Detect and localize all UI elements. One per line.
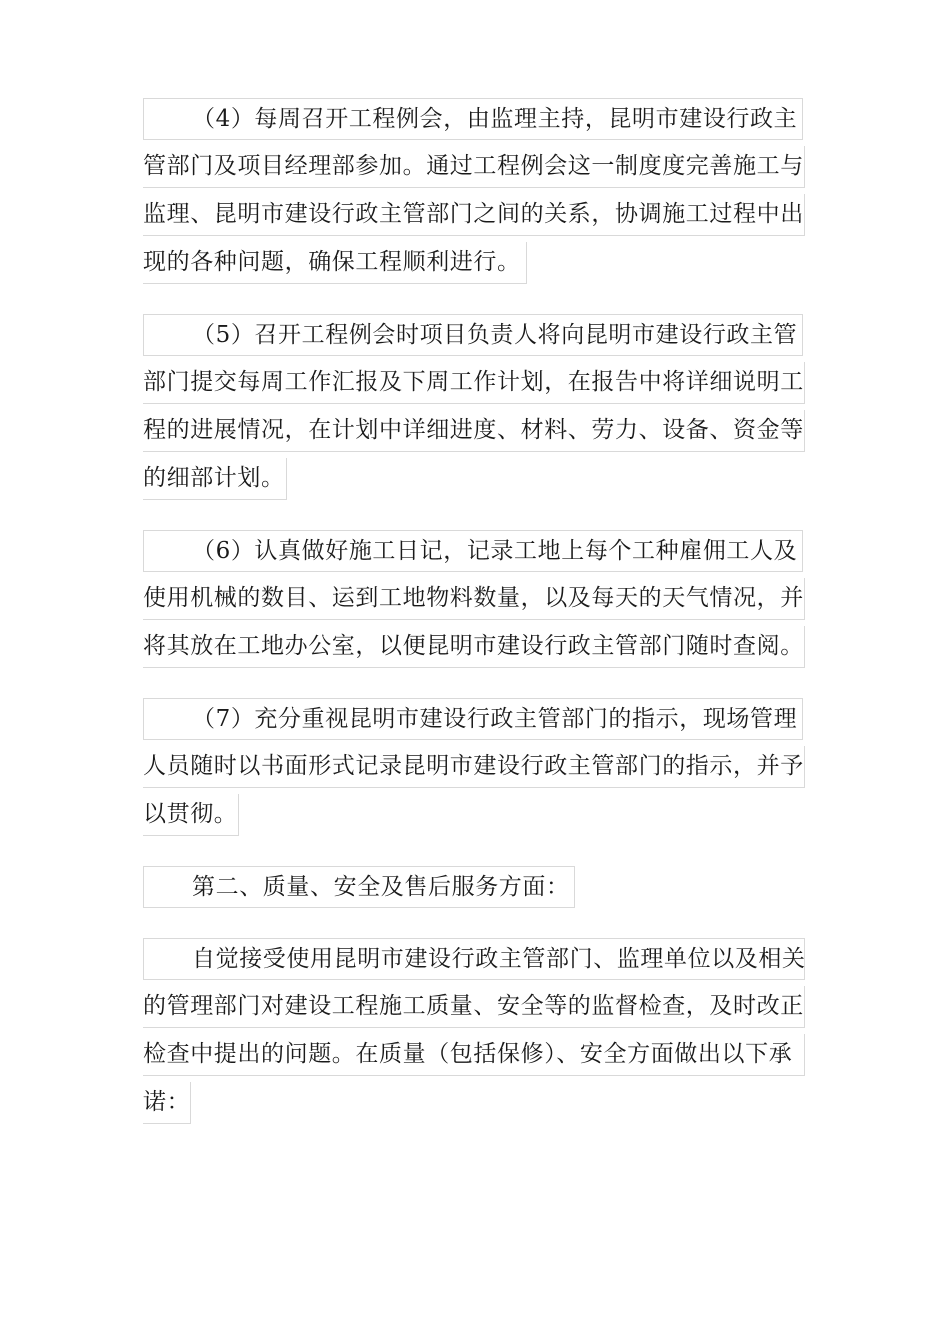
line-text: 的管理部门对建设工程施工质量、安全等的监督检查，及时改正 xyxy=(143,993,804,1019)
paragraph-line xyxy=(143,1034,805,1076)
line-text: （7）充分重视昆明市建设行政主管部门的指示，现场管理 xyxy=(192,706,798,732)
line-text: 程的进展情况，在计划中详细进度、材料、劳力、设备、资金等 xyxy=(143,417,804,443)
paragraph-line xyxy=(143,626,805,668)
line-text: 以贯彻。 xyxy=(143,801,238,827)
line-text: 部门提交每周工作汇报及下周工作计划，在报告中将详细说明工 xyxy=(143,369,804,395)
line-text: 监理、昆明市建设行政主管部门之间的关系，协调施工过程中出 xyxy=(143,201,804,227)
line-text: 人员随时以书面形式记录昆明市建设行政主管部门的指示，并予 xyxy=(143,753,804,779)
line-text: 检查中提出的问题。在质量（包括保修）、安全方面做出以下承 xyxy=(143,1041,793,1067)
paragraph-line xyxy=(143,578,805,620)
line-text: （4）每周召开工程例会，由监理主持，昆明市建设行政主 xyxy=(192,106,798,132)
paragraph-line xyxy=(143,1082,191,1124)
paragraph-line xyxy=(143,98,803,140)
paragraph-line xyxy=(143,938,805,980)
line-text: 使用机械的数目、运到工地物料数量，以及每天的天气情况，并 xyxy=(143,585,804,611)
line-text: 自觉接受使用昆明市建设行政主管部门、监理单位以及相关 xyxy=(192,946,806,972)
paragraph-line xyxy=(143,362,805,404)
paragraph-line xyxy=(143,986,805,1028)
line-text: 现的各种问题，确保工程顺利进行。 xyxy=(143,249,521,275)
paragraph-line xyxy=(143,458,287,500)
line-text: 将其放在工地办公室，以便昆明市建设行政主管部门随时查阅。 xyxy=(143,633,804,659)
paragraph-line xyxy=(143,314,803,356)
paragraph-line xyxy=(143,746,805,788)
line-text: 第二、质量、安全及售后服务方面： xyxy=(192,874,570,900)
line-text: 的细部计划。 xyxy=(143,465,285,491)
paragraph-line xyxy=(143,794,239,836)
paragraph-line xyxy=(143,530,803,572)
line-text: 管部门及项目经理部参加。通过工程例会这一制度度完善施工与 xyxy=(143,153,804,179)
paragraph-line xyxy=(143,194,805,236)
paragraph-line xyxy=(143,410,805,452)
paragraph-line xyxy=(143,242,527,284)
line-text: （5）召开工程例会时项目负责人将向昆明市建设行政主管 xyxy=(192,322,798,348)
line-text: （6）认真做好施工日记，记录工地上每个工种雇佣工人及 xyxy=(192,538,798,564)
paragraph-line xyxy=(143,866,575,908)
paragraph-line xyxy=(143,698,803,740)
paragraph-line xyxy=(143,146,805,188)
line-text: 诺： xyxy=(143,1089,191,1115)
